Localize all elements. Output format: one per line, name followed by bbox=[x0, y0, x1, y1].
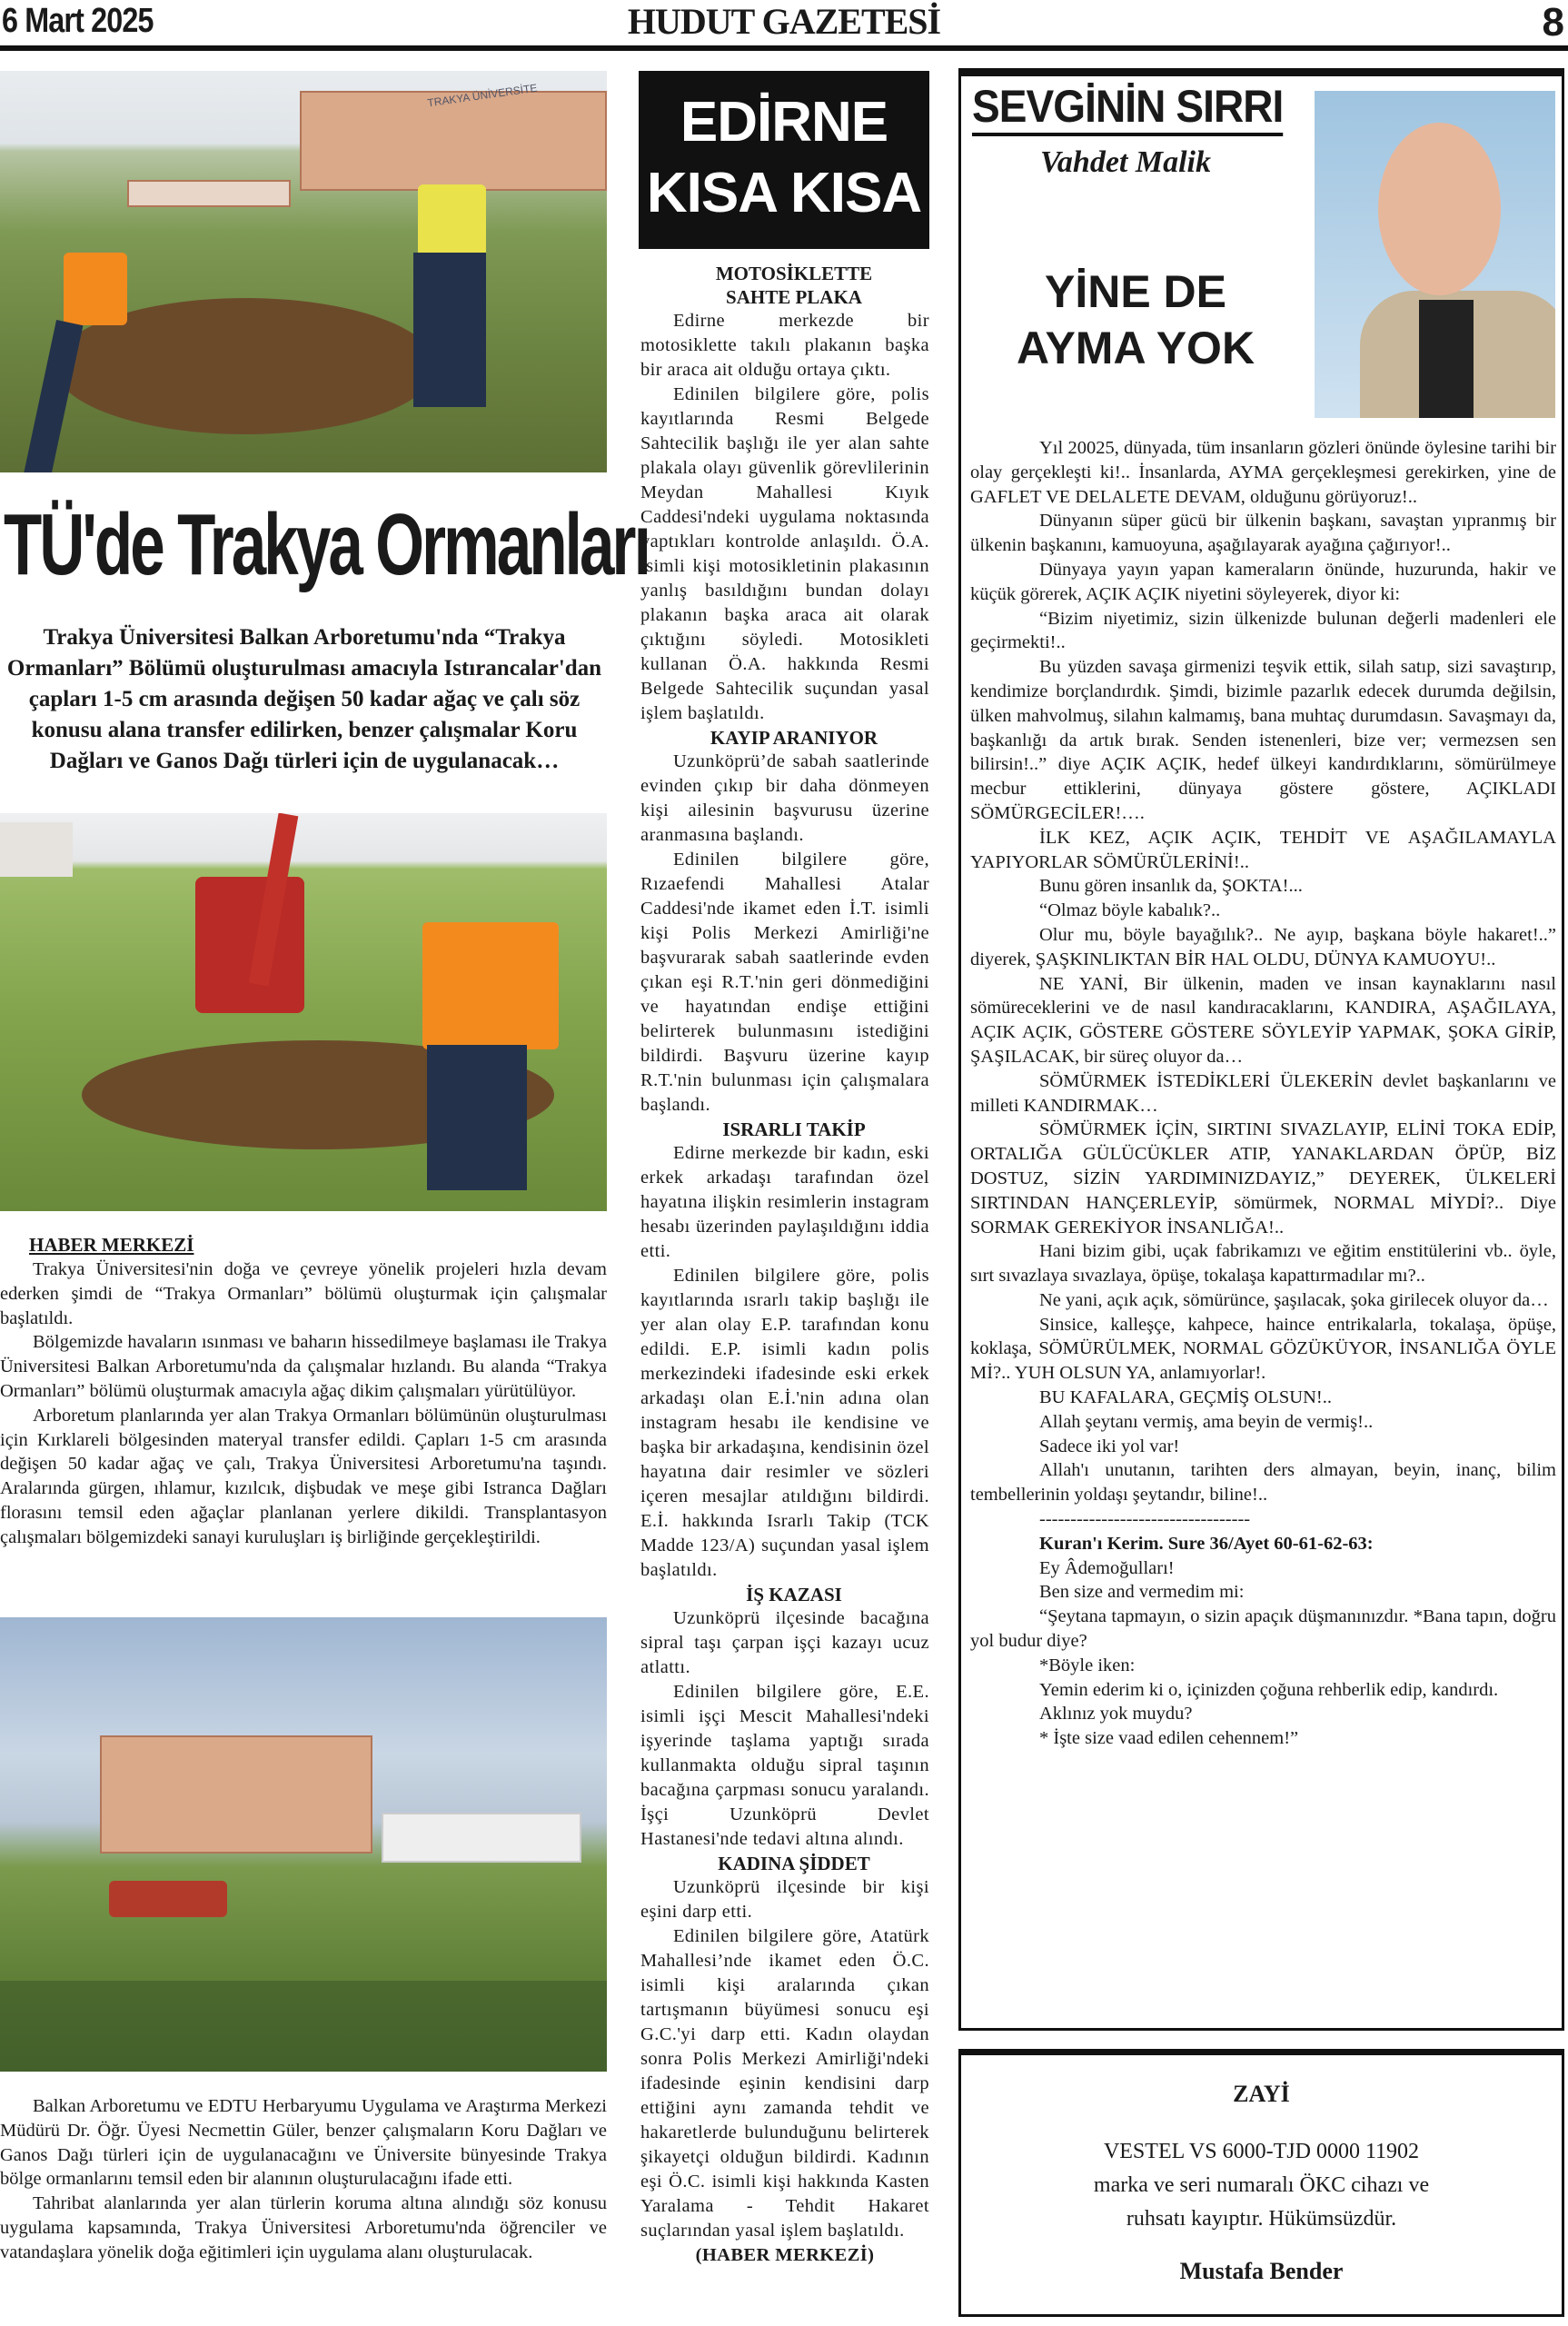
newspaper-name: HUDUT GAZETESİ bbox=[627, 1, 941, 42]
issue-date: 6 Mart 2025 bbox=[2, 2, 154, 40]
face bbox=[1378, 123, 1501, 295]
article-headline: TÜ'de Trakya Ormanları bbox=[4, 496, 649, 593]
news-title: KAYIP ARANIYOR bbox=[710, 727, 878, 749]
headline-line-2: AYMA YOK bbox=[1016, 323, 1255, 373]
paragraph: Hani bizim gibi, uçak fabrikamızı ve eğitim enstitülerini vb.. öyle, sırt sıvazlaya sıvazlaya, öpüşe, tokalaşa kapattırmadılar mı?.. bbox=[970, 1241, 1556, 1287]
column-body bbox=[970, 436, 1556, 1751]
paragraph: Dünyaya yayın yapan kameraların önünde, huzurunda, hakir ve küçük görerek, AÇIK AÇIK niyetini söyleyerek, diyor ki: bbox=[970, 559, 1556, 604]
paragraph: Edinilen bilgilere göre, Rızaefendi Mahallesi Atalar Caddesi'nde ikamet eden İ.T. isimli kişi Polis Merkezi Amirliği'ne başvurarak sabah saatlerinde evden çıkan eşi R.T.'nin geri dönmediğini ve hayatından endişe ettiğini belirterek bulunmasını istediğini bildirdi. Başvuru üzerine kayıp R.T.'nin bulunması için çalışmalara başlandı. bbox=[640, 850, 929, 1115]
campus-building-2 bbox=[382, 1813, 581, 1863]
worker-legs bbox=[427, 1045, 527, 1190]
campus-building bbox=[100, 1735, 372, 1854]
news-title: KADINA ŞİDDET bbox=[718, 1853, 870, 1874]
news-title: İŞ KAZASI bbox=[746, 1584, 842, 1605]
news-title: ISRARLI TAKİP bbox=[722, 1118, 866, 1140]
quote-line: “Şeytana tapmayın, o sizin apaçık düşmanınızdır. *Bana tapın, doğru yol budur diye? bbox=[970, 1606, 1556, 1652]
paragraph: Sinsice, kalleşçe, kahpece, haince entrikalarla, tokalaşa, öpüşe, koklaşa, SÖMÜRÜLMEK, NORMAL GÖZÜKÜYOR, İNSANLIĞA ÖYLE Mİ?.. YUH OLSUN YA, anlamıyorlar!. bbox=[970, 1314, 1556, 1384]
news-title: SAHTE PLAKA bbox=[726, 286, 862, 308]
quote-line: Aklınız yok muydu? bbox=[1039, 1704, 1193, 1725]
worker-1 bbox=[64, 253, 127, 325]
notice-signer: Mustafa Bender bbox=[1179, 2258, 1344, 2284]
paragraph: Sadece iki yol var! bbox=[1039, 1436, 1180, 1456]
banner-line-1: EDİRNE bbox=[680, 91, 888, 154]
notice-line: ruhsatı kayıptır. Hükümsüzdür. bbox=[1126, 2207, 1397, 2231]
paragraph: Trakya Üniversitesi'nin doğa ve çevreye yönelik projeleri hızla devam ederken şimdi de “Trakya Ormanları” bölümü oluşturmak için çalışmalar başlatıldı. bbox=[0, 1259, 607, 1328]
photo-tractor-digging bbox=[0, 813, 607, 1211]
paragraph: SÖMÜRMEK İSTEDİKLERİ ÜLEKERİN devlet başkanlarını ve milleti KANDIRMAK… bbox=[970, 1070, 1556, 1116]
paragraph: Allah'ı unutanın, tarihten ders almayan, beyin, inanç, bilim tembellerinin yoldaşı şeytandır, biline!.. bbox=[970, 1460, 1556, 1506]
paragraph: “Bizim niyetimiz, sizin ülkenizde bulunan değerli madenleri ele geçirmekti!.. bbox=[970, 608, 1556, 653]
column-headline bbox=[977, 263, 1295, 376]
article-body-1 bbox=[0, 1257, 607, 1550]
paragraph: Uzunköprü ilçesinde bir kişi eşini darp etti. bbox=[640, 1877, 929, 1922]
paragraph: Edinilen bilgilere göre, polis kayıtlarında ısrarlı takip başlığı ile yer alan olay E.P. tarafından konu edildi. E.P. isimli kadın polis merkezindeki ifadesinde eski erkek arkadaşı olan E.İ.'nin adına olan instagram hesabı ile kendisine ve başka bir arkadaşına, kendisinin özel hayatına dair resimler ve sözleri içeren mesajlar atıldığını bildirdi. E.İ. hakkında Israrlı Takip (TCK Madde 123/A) suçundan yasal işlem başlatıldı. bbox=[640, 1266, 929, 1580]
article-body-2 bbox=[0, 2094, 607, 2265]
building-sign: TRAKYA ÜNİVERSİTE bbox=[426, 81, 539, 110]
paragraph: İLK KEZ, AÇIK AÇIK, TEHDİT VE AŞAĞILAMAYLA YAPIYORLAR SÖMÜRÜLERİNİ!.. bbox=[970, 827, 1556, 872]
byline: HABER MERKEZİ bbox=[29, 1234, 194, 1256]
paragraph: Uzunköprü ilçesinde bacağına sipral taşı çarpan işçi kazayı ucuz atlattı. bbox=[640, 1608, 929, 1677]
worker bbox=[422, 922, 559, 1049]
paragraph: Dünyanın süper gücü bir ülkenin başkanı, savaştan yıpranmış bir ülkenin başkanını, kamuoyuna, aşağılayarak ayağına çağırıyor!.. bbox=[970, 511, 1556, 556]
notice-line: VESTEL VS 6000-TJD 0000 11902 bbox=[1103, 2140, 1420, 2163]
worker-2 bbox=[418, 184, 486, 257]
photo-arboretum-campus bbox=[0, 1617, 607, 2072]
tractor bbox=[109, 1881, 227, 1917]
paragraph: Balkan Arboretumu ve EDTU Herbaryumu Uygulama ve Araştırma Merkezi Müdürü Dr. Öğr. Üyesi Necmettin Güler, benzer çalışmaların Koru Dağları ve Ganos Dağı türleri için de uygulanacağını ve Üniversite bünyesinde Trakya bölge ormanlarını temsil eden bir alanının oluşturulacağını ifade etti. bbox=[0, 2096, 607, 2190]
notice-line: marka ve seri numaralı ÖKC cihazı ve bbox=[1093, 2173, 1430, 2197]
shed bbox=[0, 822, 73, 877]
headline-line-1: YİNE DE bbox=[1044, 266, 1227, 317]
paragraph: Edinilen bilgilere göre, polis kayıtlarında Resmi Belgede Sahtecilik başlığı ile yer alan sahte plakala olayı güvenlik görevlilerinin Meydan Mahallesi Kıyık Caddesi'ndeki uygulama noktasında yaptıkları kontrolde anlaşıldı. Ö.A. isimli kişi motosikletinin plakasının yanlış basıldığını bundan dolayı plakanın başka araca ait olarak çıktığını söyledi. Motosikleti kullanan Ö.A. hakkında Resmi Belgede Sahtecilik suçundan yasal işlem başlatıldı. bbox=[640, 384, 929, 723]
paragraph: NE YANİ, Bir ülkenin, maden ve insan kaynaklarını nasıl sömüreceklerini ve de nasıl kandıracaklarını, KANDIRA, AŞAĞILAYA, AÇIK AÇIK, GÖSTERE GÖSTERE SÖYLEYİP YAPMAK, ŞOKA GİRİP, ŞAŞILACAK, bir süreç oluyor da… bbox=[970, 973, 1556, 1067]
paragraph: BU KAFALARA, GEÇMİŞ OLSUN!.. bbox=[1039, 1387, 1332, 1408]
paragraph: SÖMÜRMEK İÇİN, SIRTINI SIVAZLAYIP, ELİNİ TOKA EDİP, ORTALIĞA GÜLÜCÜKLER ATIP, YANAKLARDAN ÖPÜP, BİZ DOSTUZ, SİZİN YARDIMINIZDAYIZ,” DEYEREK, ÜLKELERİ SIRTINDAN HANÇERLEYİP, sömürmek, NORMAL MİYDİ?.. Diye SORMAK GEREKİYOR İNSANLIĞA!.. bbox=[970, 1119, 1556, 1238]
notice-title: ZAYİ bbox=[1233, 2081, 1290, 2107]
lost-notice bbox=[958, 2049, 1564, 2317]
quote-line: Yemin ederim ki o, içinizden çoğuna rehberlik edip, kandırdı. bbox=[1039, 1679, 1499, 1700]
paragraph: Tahribat alanlarında yer alan türlerin koruma altına alındığı söz konusu uygulama kapsamında, Trakya Üniversitesi Arboretumu'nda öğrenciler ve vatandaşlara yönelik doğa eğitimleri için uygulama alanı oluşturulacak. bbox=[0, 2193, 607, 2262]
quote-line: *Böyle iken: bbox=[1039, 1655, 1136, 1675]
paragraph: Edirne merkezde bir kadın, eski erkek arkadaşı tarafından özel hayatına ilişkin resimlerin instagram hesabı üzerinden paylaşıldığını iddia etti. bbox=[640, 1143, 929, 1261]
page-number: 8 bbox=[1542, 0, 1564, 45]
shirt-tie bbox=[1419, 300, 1474, 418]
news-title: MOTOSİKLETTE bbox=[715, 263, 873, 284]
paragraph: Allah şeytanı vermiş, ama beyin de vermiş!.. bbox=[1039, 1411, 1374, 1432]
paragraph: Arboretum planlarında yer alan Trakya Ormanları bölümünün oluşturulması için Kırklareli bölgesinden materyal transfer edildi. Çapları 1-5 cm arasında değişen 50 kadar ağaç ve çalı, Trakya Üniversitesi Arboretumu'na taşındı. Aralarında gürgen, ıhlamur, kızılcık, dişbudak ve meşe gibi Istranca Dağları florasını temsil eden ağaçlar planlanan yerlere dikildi. Transplantasyon çalışmaları bölgemizdeki sanayi kuruluşları iş birliğinde gerçekleştirildi. bbox=[0, 1405, 607, 1547]
column-author: Vahdet Malik bbox=[1040, 145, 1211, 179]
author-portrait bbox=[1315, 91, 1555, 418]
shrubs bbox=[0, 1981, 607, 2072]
paragraph: Edinilen bilgilere göre, Atatürk Mahallesi’nde ikamet eden Ö.C. isimli kişi aralarında çıkan tartışmanın büyümesi sonucu eşi G.C.'yi darp etti. Kadın olaydan sonra Polis Merkezi Amirliği'ndeki ifadesinde eşinin kendisini darp ettiğini aynı zamanda tehdit ve hakaretlerde bulunduğunu belirterek şikayetçi olduğun bildirdi. Kadının eşi Ö.C. isimli kişi hakkında Kasten Yaralama - Tehdit Hakaret suçlarından yasal işlem başlatıldı. bbox=[640, 1926, 929, 2241]
quote-line: * İşte size vaad edilen cehennem!” bbox=[1039, 1728, 1299, 1749]
article-subtitle: Trakya Üniversitesi Balkan Arboretumu'nda “Trakya Ormanları” Bölümü oluşturulması amacıyla Istırancalar'dan çapları 1-5 cm arasında değişen 50 kadar ağaç ve çalı söz konusu alana transfer edilirken, benzer çalışmalar Koru Dağları ve Ganos Dağı türleri için de uygulanacak… bbox=[6, 625, 602, 773]
quote-line: Ey Âdemoğulları! bbox=[1039, 1557, 1175, 1578]
short-news-column bbox=[640, 262, 929, 2268]
paragraph: Edirne merkezde bir motosiklette takılı plakanın başka bir araca ait olduğu ortaya çıktı. bbox=[640, 311, 929, 380]
banner-line-2: KISA KISA bbox=[646, 162, 922, 224]
paragraph: “Olmaz böyle kabalık?.. bbox=[1039, 900, 1221, 921]
separator: ---------------------------------- bbox=[1039, 1509, 1251, 1530]
paragraph: Olur mu, böyle bayağılık?.. Ne ayıp, başkana böyle hakaret!..” diyerek, ŞAŞKINLIKTAN BİR HAL OLDU, DÜNYA KAMUOYU!.. bbox=[970, 924, 1556, 969]
paragraph: Ne yani, açık açık, sömürünce, şaşılacak, şoka girilecek oluyor da… bbox=[1039, 1289, 1549, 1310]
paragraph: Yıl 20025, dünyada, tüm insanların gözleri önünde öylesine tarihi bir olay gerçekleşti ki!.. İnsanlarda, AYMA gerçekleşmesi gerekirken, yine de GAFLET VE DELALETE DEVAM, olduğunu görüyoruz!.. bbox=[970, 438, 1556, 507]
tractor bbox=[195, 877, 304, 1013]
paragraph: Uzunköprü’de sabah saatlerinde evinden çıkıp bir daha dönmeyen kişi ailesinin başvurusu üzerine aranmasına başlandı. bbox=[640, 751, 929, 845]
news-signature: (HABER MERKEZİ) bbox=[695, 2245, 875, 2265]
paragraph: Bölgemizde havaların ısınması ve baharın hissedilmeye başlaması ile Trakya Üniversitesi Balkan Arboretumu'nda da çalışmalar hızlandı. Bu alanda “Trakya Ormanları” bölümü oluşturmak amacıyla ağaç dikim çalışmaları yürütülüyor. bbox=[0, 1332, 607, 1401]
distant-building bbox=[127, 180, 291, 207]
paragraph: Bu yüzden savaşa girmenizi teşvik ettik, silah satıp, sizi savaştırıp, kendimize borçlandırdık. Şimdi, bizimle pazarlık edecek durumda değilsin, ülken mahvolmuş, silahın kalmamış, bana muhtaç durumdasın. Savaşmayı da, başkanlığı da artık bırak. Senden istenenleri, bize ver; vermezsen sen bilirsin!..” diye AÇIK AÇIK, hedef ülkeyi kandırdıklarını, sömürülmeye mecbur ettiklerini, dünyaya göstere göstere, AÇIKLADI SÖMÜRGECİLER!…. bbox=[970, 657, 1556, 823]
section-banner bbox=[639, 71, 929, 249]
column-title: SEVGİNİN SIRRI bbox=[972, 80, 1283, 136]
paragraph: Bunu gören insanlık da, ŞOKTA!... bbox=[1039, 876, 1303, 897]
quote-line: Ben size and vermedim mi: bbox=[1039, 1582, 1245, 1603]
worker-2-legs bbox=[413, 253, 486, 407]
paragraph: Edinilen bilgilere göre, E.E. isimli işçi Mescit Mahallesi'ndeki işyerinde taşlama yaptığı sırada kullanmakta olduğu sipral taşının bacağına çarpması sonucu yaralandı. İşçi Uzunköprü Devlet Hastanesi'nde tedavi altına alındı. bbox=[640, 1682, 929, 1849]
photo-tree-planting-workers bbox=[0, 71, 607, 472]
quote-title: Kuran'ı Kerim. Sure 36/Ayet 60-61-62-63: bbox=[1039, 1533, 1374, 1554]
header-rule bbox=[0, 45, 1568, 51]
